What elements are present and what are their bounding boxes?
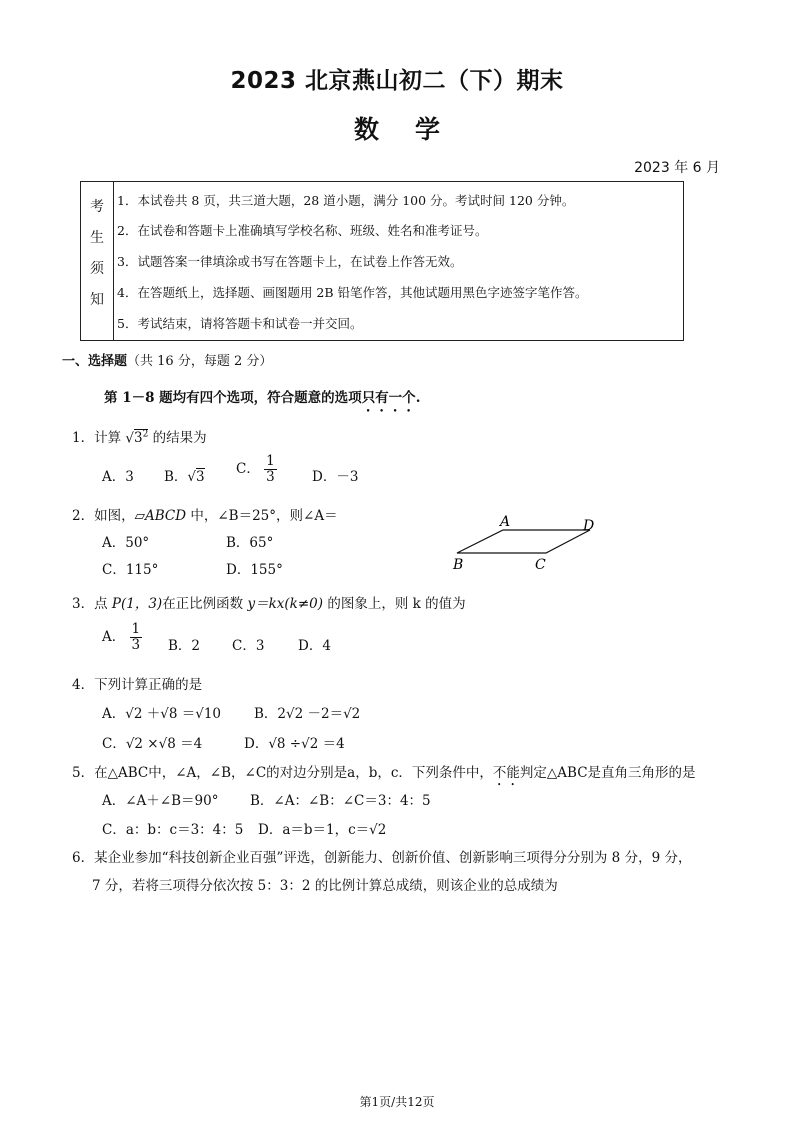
q3-a-fraction <box>130 622 143 653</box>
notice-item: 3．试题答案一律填涂或书写在答题卡上，在试卷上作答无效。 <box>117 254 463 269</box>
q3-option-c: C．3 <box>232 638 265 654</box>
question-5-stem <box>72 761 696 789</box>
question-6-line2: 7 分，若将三项得分依次按 5：3：2 的比例计算总成绩，则该企业的总成绩为 <box>92 878 558 894</box>
notice-item: 5．考试结束，请将答题卡和试卷一并交回。 <box>117 316 363 331</box>
question-1-stem <box>72 426 207 446</box>
exam-title: 2023 北京燕山初二（下）期末 <box>230 68 564 94</box>
notice-label <box>81 182 114 340</box>
question-2-stem <box>72 504 338 524</box>
exam-date: 2023 年 6 月 <box>634 160 720 176</box>
vertex-c-label: C <box>535 557 546 573</box>
q3-a-den: 3 <box>131 636 141 653</box>
q1-c-den: 3 <box>266 468 275 485</box>
q4-option-c: C．√2 ×√8 ＝4 <box>102 736 203 752</box>
q3-stem-mid: 在正比例函数 <box>162 596 248 612</box>
q1-option-c <box>236 454 277 485</box>
vertex-a-label: A <box>500 514 511 530</box>
section-header <box>62 350 272 369</box>
q3-option-d: D．4 <box>298 638 331 654</box>
notice-label-char: 知 <box>90 292 104 308</box>
notice-item: 1．本试卷共 8 页，共三道大题，28 道小题，满分 100 分。考试时间 120 分钟。 <box>117 193 575 208</box>
instruction-end: . <box>415 390 421 406</box>
instruction-emphasis: 只有一个 <box>361 390 416 406</box>
q3-a-num: 1 <box>131 621 141 637</box>
q1-sqrt: $√3^2$ <box>125 429 149 446</box>
q3-stem-post: 的图象上，则 k 的值为 <box>323 596 466 612</box>
q2-parallelogram: ▱ABCD <box>134 508 187 524</box>
subject-title: 数学 <box>353 115 476 144</box>
instruction-text: 第 1－8 题均有四个选项，符合题意的选项 <box>104 390 362 406</box>
q5-stem-pre: 5．在△ABC中，∠A，∠B，∠C的对边分别是a，b，c．下列条件中， <box>72 765 493 781</box>
q1-option-a: A．3 <box>102 469 134 485</box>
q5-option-d: D．a＝b＝1，c＝√2 <box>258 822 387 838</box>
q4-option-a: A．√2 ＋√8 ＝√10 <box>102 706 221 722</box>
question-3-stem <box>72 592 466 612</box>
notice-item: 2．在试卷和答题卡上准确填写学校名称、班级、姓名和准考证号。 <box>117 223 488 238</box>
notice-label-char: 考 <box>90 199 104 215</box>
q1-c-fraction <box>264 454 277 485</box>
q1-option-d: D．－3 <box>312 469 359 485</box>
q3-point: P(1，3) <box>111 596 163 612</box>
section-instruction <box>104 386 420 415</box>
q1-c-num: 1 <box>266 453 275 469</box>
q3-option-b: B．2 <box>168 638 201 654</box>
vertex-b-label: B <box>453 557 464 573</box>
notice-label-char: 须 <box>90 261 104 277</box>
q2-option-c: C．115° <box>102 562 159 578</box>
question-6-line1: 6．某企业参加“科技创新企业百强”评选，创新能力、创新价值、创新影响三项得分分别为 8 分，9 分， <box>72 850 692 866</box>
q1-c-label: C． <box>236 460 260 477</box>
q1-radicand: 3 <box>134 430 143 446</box>
q1-stem-text: 1．计算 <box>72 430 122 446</box>
q3-function: y＝kx(k≠0) <box>247 596 324 612</box>
question-4-stem: 4．下列计算正确的是 <box>72 677 203 693</box>
notice-label-char: 生 <box>90 230 104 246</box>
q1-b-label: B． <box>164 469 188 485</box>
section-score: （共 16 分，每题 2 分） <box>127 354 273 369</box>
section-title: 一、选择题 <box>62 354 128 369</box>
q2-option-a: A．50° <box>102 535 150 551</box>
parallelogram-shape <box>457 530 590 553</box>
q2-stem-pre: 2．如图， <box>72 508 135 524</box>
notice-box <box>80 181 684 341</box>
q1-power: 2 <box>142 429 149 440</box>
q3-stem-pre: 3．点 <box>72 596 112 612</box>
vertex-d-label: D <box>583 518 595 534</box>
notice-item: 4．在答题纸上，选择题、画图题用 2B 铅笔作答，其他试题用黑色字迹签字笔作答。 <box>117 285 588 300</box>
q2-option-d: D．155° <box>226 562 283 578</box>
q1-stem-post: 的结果为 <box>152 430 207 446</box>
q1-b-radicand: 3 <box>196 469 205 485</box>
q5-stem-post: 判定△ABC是直角三角形的是 <box>519 765 696 781</box>
q3-option-a <box>102 622 142 653</box>
q5-option-c: C．a：b：c＝3：4：5 <box>102 822 244 838</box>
q2-option-b: B．65° <box>226 535 274 551</box>
q5-option-a: A．∠A＋∠B＝90° <box>102 793 219 809</box>
q4-option-b: B．2√2 －2＝√2 <box>254 706 361 722</box>
parallelogram-figure <box>445 512 605 574</box>
q2-stem-mid: 中，∠B＝25°，则∠A＝ <box>186 508 338 524</box>
q1-option-b: B．√3 <box>164 469 205 485</box>
q3-a-label: A． <box>102 628 126 645</box>
q4-option-d: D．√8 ÷√2 ＝4 <box>244 736 345 752</box>
q5-option-b: B．∠A：∠B：∠C＝3：4：5 <box>250 793 431 809</box>
page-number: 第1页/共12页 <box>359 1095 435 1109</box>
q5-emphasis: 不能 <box>492 765 520 781</box>
